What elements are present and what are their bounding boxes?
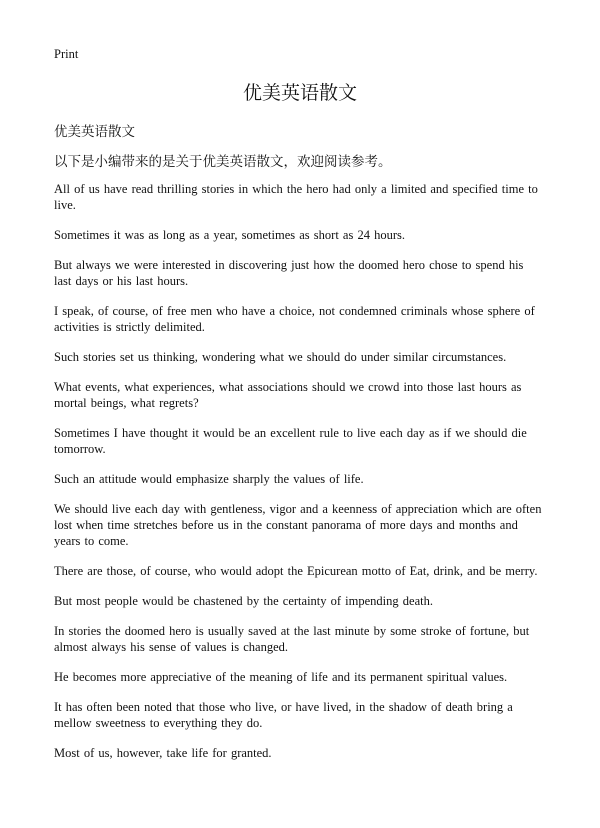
paragraph: But most people would be chastened by the certainty of impending death. (54, 594, 433, 608)
paragraph: Sometimes I have thought it would be an excellent rule to live each day as if we should die tomorrow. (54, 426, 527, 456)
paragraph: We should live each day with gentleness, vigor and a keenness of appreciation which are often lost when time stretches before us in the constant panorama of more days and months and years to come. (54, 502, 542, 548)
intro-text: 以下是小编带来的是关于优美英语散文，欢迎阅读参考。 (54, 154, 392, 170)
print-link[interactable]: Print (54, 47, 79, 61)
paragraph: Such stories set us thinking, wondering what we should do under similar circumstances. (54, 350, 507, 364)
paragraph: Such an attitude would emphasize sharply the values of life. (54, 472, 364, 486)
paragraph: Sometimes it was as long as a year, sometimes as short as 24 hours. (54, 228, 405, 242)
article-body (54, 181, 544, 775)
paragraph: But always we were interested in discovering just how the doomed hero chose to spend his last days or his last hours. (54, 258, 524, 288)
paragraph: There are those, of course, who would adopt the Epicurean motto of Eat, drink, and be merry. (54, 564, 538, 578)
paragraph: It has often been noted that those who live, or have lived, in the shadow of death bring a mellow sweetness to everything they do. (54, 700, 513, 730)
document-title: 优美英语散文 (242, 82, 357, 104)
document-subheading: 优美英语散文 (54, 124, 135, 140)
paragraph: All of us have read thrilling stories in which the hero had only a limited and specified time to live. (54, 182, 538, 212)
paragraph: I speak, of course, of free men who have a choice, not condemned criminals whose sphere of activities is strictly delimited. (54, 304, 535, 334)
paragraph: Most of us, however, take life for granted. (54, 746, 272, 760)
paragraph: What events, what experiences, what associations should we crowd into those last hours as mortal beings, what regrets? (54, 380, 522, 410)
paragraph: He becomes more appreciative of the meaning of life and its permanent spiritual values. (54, 670, 508, 684)
paragraph: In stories the doomed hero is usually saved at the last minute by some stroke of fortune, but almost always his sense of values is changed. (54, 624, 530, 654)
